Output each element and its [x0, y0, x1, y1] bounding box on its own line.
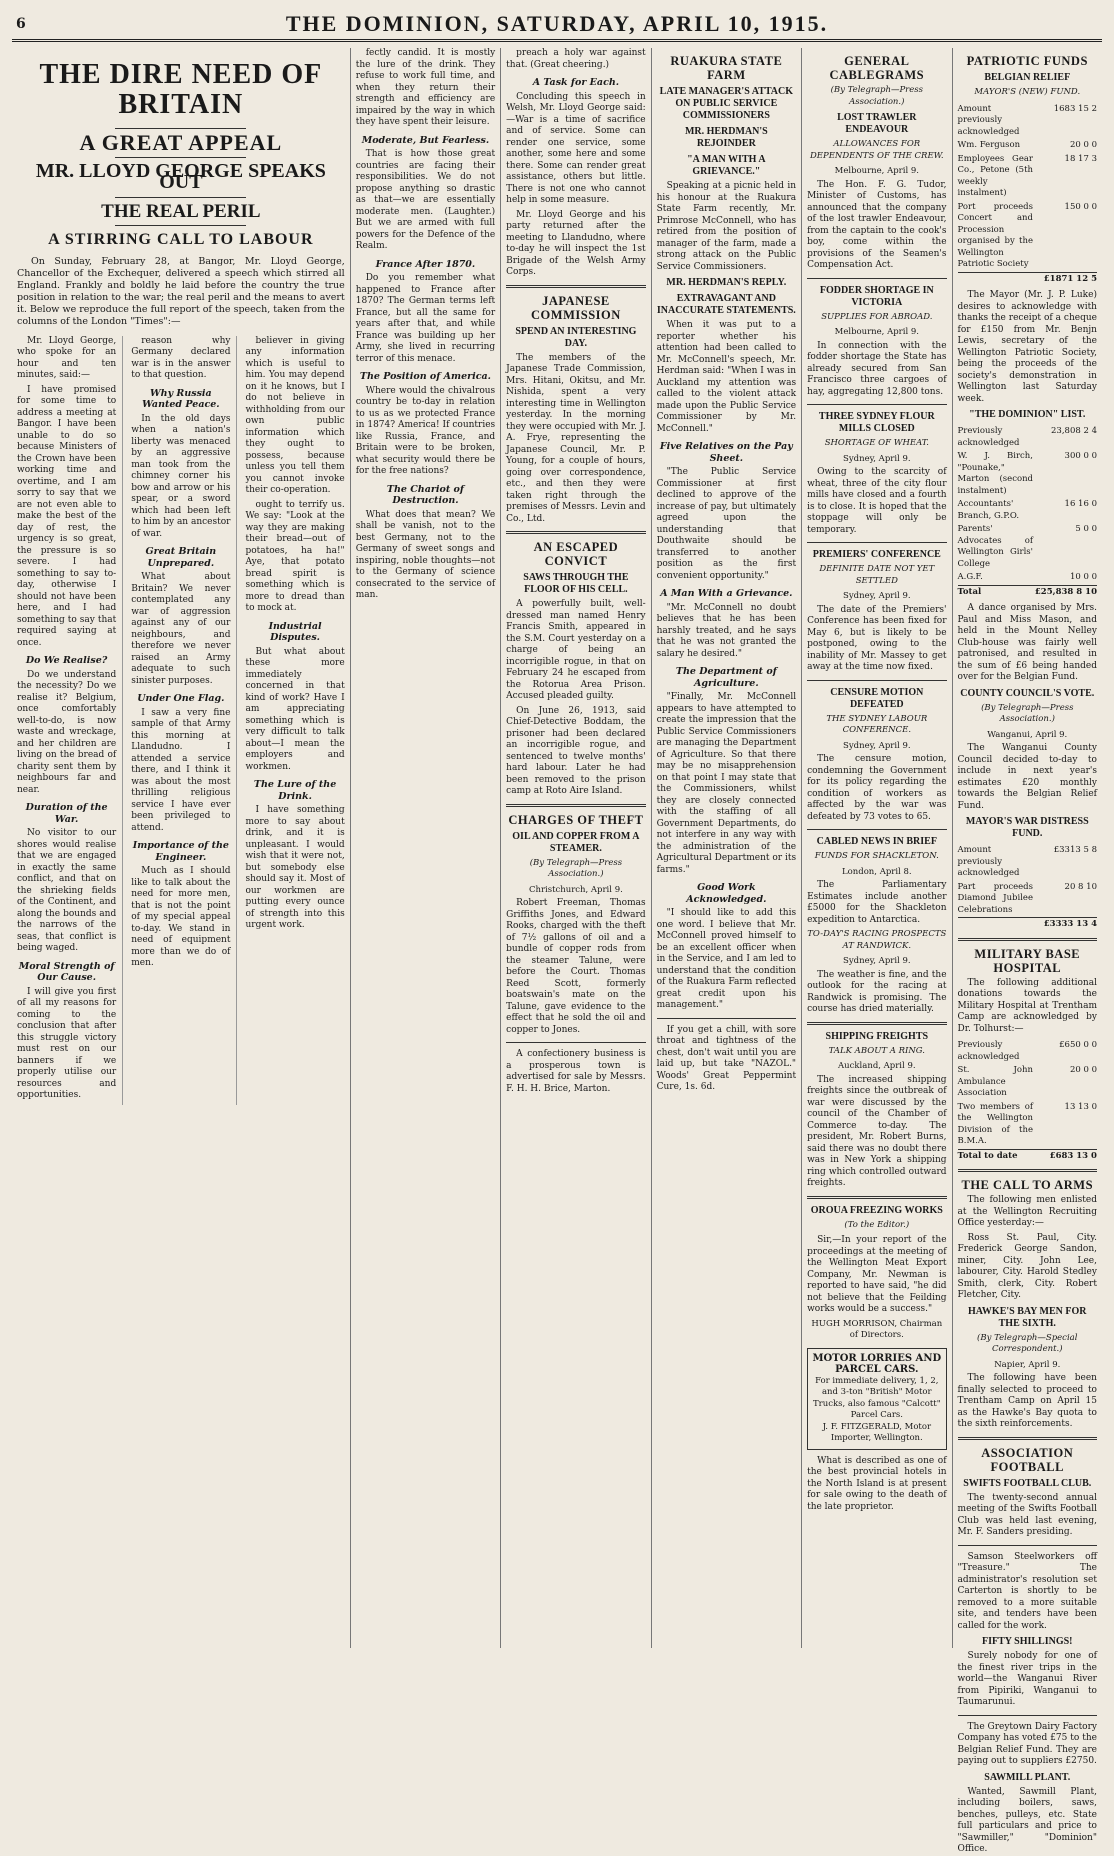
paragraph: What does that mean? We shall be vanish, not to the best Germany, not to the Germany of sweet songs and inspiring, noble thoughts—not to the Germany of science consecrated to the service of man.	[355, 509, 496, 600]
table-row	[958, 425, 1097, 450]
divider	[506, 1042, 645, 1043]
row-amount: 300 0 0	[1064, 451, 1097, 461]
section-heading: The Lure of the Drink.	[253, 779, 337, 802]
paragraph: That is how those great countries are facing their responsibilities. We do not propose anything so drastic as that—we are essentially moderate men. (Laughter.) But we are armed with full powers for the Defence of the Realm.	[355, 149, 496, 251]
cable-subheading: TALK ABOUT A RING.	[828, 1045, 925, 1056]
paragraph: Concluding this speech in Welsh, Mr. Lloyd George said:—War is a time of sacrifice and of service. Some can render one service, some another, some here and some there. Some can render great assistance, others but little. There is not one who cannot help in some measure.	[506, 91, 646, 205]
belgian-relief-table	[958, 103, 1097, 287]
cable-heading: LOST TRAWLER ENDEAVOUR	[837, 112, 917, 135]
paragraph: The censure motion, condemning the Government for its policy regarding the condition of workers as affected by the war was defeated by 73 votes to 65.	[807, 754, 947, 822]
row-amount: 16 16 0	[1064, 499, 1097, 509]
paragraph: The Hon. F. G. Tudor, Minister of Customs, has announced that the company of the lost trawler Endeavour, from the captain to the cook's boy, come within the provisions of the Seamen's Compensation Act.	[807, 179, 947, 270]
paragraph: reason why Germany declared war is in the answer to that question.	[131, 335, 231, 380]
cables-column	[802, 48, 952, 1648]
lead-sub1: A GREAT APPEAL	[79, 130, 283, 155]
paragraph: Wanted, Sawmill Plant, including boilers, saws, benches, pulleys, etc. State full particulars and price to "Sawmiller," "Dominion" Office.	[957, 1786, 1097, 1854]
signature: HUGH MORRISON, Chairman of Directors.	[811, 1318, 943, 1340]
war-distress-table	[958, 844, 1097, 932]
dominion-list-table	[958, 425, 1097, 599]
section-heading: Duration of the War.	[25, 802, 108, 825]
table-row	[958, 881, 1097, 918]
paragraph: "Mr. McConnell no doubt believes that he has been harshly treated, and he says that he was not granted the salary he desired."	[656, 602, 797, 659]
paragraph: preach a holy war against that. (Great cheering.)	[506, 48, 646, 70]
ruakura-quote: "A MAN WITH A GRIEVANCE."	[687, 154, 766, 177]
rule	[115, 128, 246, 129]
total-amount: £25,838 8 10	[1033, 585, 1097, 599]
divider	[958, 1715, 1097, 1716]
paragraph: Speaking at a picnic held in his honour at the Ruakura State Farm recently, Mr. Primrose McConnell, who has retired from the position of manager of the farm, made a strong attack on the Public Service Commissioners.	[656, 181, 797, 272]
motor-lorries-ad	[807, 1348, 946, 1450]
ad-signature: J. F. FITZGERALD, Motor Importer, Wellington.	[822, 1421, 932, 1443]
row-amount: 23,808 2 4	[1051, 426, 1097, 436]
divider	[807, 829, 946, 830]
cable-heading: THREE SYDNEY FLOUR MILLS CLOSED	[818, 411, 935, 434]
divider	[958, 1437, 1097, 1440]
paragraph: The twenty-second annual meeting of the Swifts Football Club was held last evening, Mr. F. Sanders presiding.	[957, 1492, 1097, 1537]
page-columns	[12, 48, 1102, 1854]
football-subheading: SWIFTS FOOTBALL CLUB.	[963, 1477, 1092, 1489]
lead-sub4: A STIRRING CALL TO LABOUR	[48, 231, 314, 248]
paragraph: The date of the Premiers' Conference has been fixed for May 6, but is likely to be postponed, owing to the inability of Mr. Massey to get away at the time now fixed.	[807, 604, 947, 672]
paragraph: Surely nobody for one of the finest river trips in the world—the Wanganui River from Pipiriki, Wanganui to Taumarunui.	[957, 1651, 1097, 1707]
patriotic-heading: PATRIOTIC FUNDS	[966, 54, 1088, 68]
divider	[506, 804, 645, 807]
dateline: Napier, April 9.	[994, 1359, 1061, 1370]
section-heading: Five Relatives on the Pay Sheet.	[659, 441, 793, 464]
cable-heading: SHIPPING FREIGHTS	[825, 1030, 929, 1042]
lead-sub2: MR. LLOYD GEORGE SPEAKS OUT	[35, 159, 326, 193]
row-amount: 1683 15 2	[1053, 103, 1097, 114]
advertisement: If you get a chill, with sore throat and tightness of the chest, don't wait until you are laid up, but take "NAZOL." Woods' Great Peppermint Cure, 1s. 6d.	[656, 1024, 797, 1092]
section-heading: The Position of America.	[359, 371, 491, 382]
paragraph: In connection with the fodder shortage the State has already secured from San Francisco three cargoes of hay, aggregating 12,800 tons.	[807, 340, 947, 397]
total-amount: £3333 13 4	[1033, 918, 1097, 932]
cable-heading: PREMIERS' CONFERENCE	[812, 549, 941, 560]
convict-heading: AN ESCAPED CONVICT	[533, 540, 619, 568]
fund-heading: SAWMILL PLANT.	[984, 1771, 1071, 1783]
total-label: Total to date	[958, 1149, 1033, 1163]
row-label: Employees Gear Co., Petone (5th weekly instalment)	[957, 153, 1033, 198]
fund-heading: "THE DOMINION" LIST.	[969, 409, 1086, 420]
divider	[807, 680, 946, 681]
rule	[115, 157, 246, 158]
row-amount: 20 0 0	[1069, 140, 1097, 150]
row-amount: £650 0 0	[1059, 1040, 1097, 1050]
paragraph: A powerfully built, well-dressed man named Henry Francis Smith, appeared in the S.M. Court yesterday on a charge of being an incorrigible rogue, in that on February 24 he escaped from the Rotorua Area Prison. Accused pleaded guilty.	[506, 599, 646, 701]
paragraph: What is described as one of the best provincial hotels in the North Island is at present for sale owing to the death of the late proprietor.	[807, 1455, 947, 1512]
paragraph: Sir,—In your report of the proceedings at the meeting of the Wellington Meat Export Company, Mr. Newman is reported to have said, "he did not believe that the Feilding works would be a success."	[807, 1235, 947, 1314]
paragraph: When it was put to a reporter whether his attention had been called to Mr. McConnell's speech, Mr. Herdman said: "When I was in Auckland my attention was called to the violent attack made upon the Public Service Commissioner by Mr. McConnell."	[656, 320, 797, 434]
paragraph: The following additional donations towards the Military Hospital at Trentham Camp are acknowledged by Dr. Tolhurst:—	[957, 977, 1097, 1034]
paragraph: "I should like to add this one word. I believe that Mr. McConnell proved himself to be an excellent officer when in the Service, and I am led to understand that the condition of the Ruakura Farm reflected great credit upon his management."	[656, 908, 797, 1010]
football-heading: ASSOCIATION FOOTBALL	[981, 1445, 1074, 1474]
paragraph: The increased shipping freights since the outbreak of war were discussed by the council of the Chamber of Commerce to-day. The president, Mr. Robert Burns, said there was no doubt there was in New York a shipping ring which controlled outward freights.	[807, 1074, 947, 1188]
paragraph: believer in giving any information which is useful to him. You may depend on it he knows, but I do not believe in withholding from our own public information which they ought to possess, because unless you tell them you cannot invoke their co-operation.	[245, 335, 345, 495]
table-row	[958, 571, 1097, 585]
agency-credit: (By Telegraph—Press Association.)	[830, 85, 923, 107]
ruakura-sub2: MR. HERDMAN'S REJOINDER	[684, 126, 768, 149]
ad-heading: MOTOR LORRIES AND PARCEL CARS.	[812, 1352, 942, 1375]
japanese-heading: JAPANESE COMMISSION	[531, 293, 621, 322]
lead-headline: THE DIRE NEED OF BRITAIN	[39, 59, 323, 120]
table-row	[958, 153, 1097, 201]
section-heading: Great Britain Unprepared.	[145, 546, 217, 569]
paragraph: But what about these more immediately concerned in that kind of work? Have I am appreciating something which is very difficult to talk about—I mean the employers and workmen.	[245, 646, 345, 772]
divider	[807, 404, 946, 405]
agency-credit: (By Telegraph—Press Association.)	[981, 702, 1074, 724]
row-label: Wm. Ferguson	[957, 140, 1021, 150]
paragraph: fectly candid. It is mostly the lure of the drink. They refuse to work full time, and when they return their strength and efficiency are impaired by the way in which they have spent their leisure.	[355, 48, 496, 127]
dateline: Auckland, April 9.	[838, 1061, 916, 1071]
convict-subheading: SAWS THROUGH THE FLOOR OF HIS CELL.	[523, 572, 629, 595]
total-amount: £1871 12 5	[1033, 272, 1097, 286]
section-heading: Why Russia Wanted Peace.	[142, 387, 220, 410]
ruakura-sub4: EXTRAVAGANT AND INACCURATE STATEMENTS.	[656, 293, 796, 316]
table-row	[958, 201, 1097, 273]
paragraph: ought to terrify us. We say: "Look at the way they are making their bread—out of potatoes, ha ha!" Aye, that potato bread spirit is something which is more to dread than to mock at.	[245, 499, 345, 613]
divider	[958, 1169, 1097, 1172]
cable-subheading: FUNDS FOR SHACKLETON.	[814, 851, 939, 861]
row-label: W. J. Birch, "Pounake," Marton (second instalment)	[957, 451, 1033, 496]
row-label: Amount previously acknowledged	[957, 103, 1020, 137]
cable-heading: OROUA FREEZING WORKS	[810, 1204, 943, 1216]
paragraph: The members of the Japanese Trade Commission, Mrs. Hitani, Okitsu, and Mr. Nishida, spent a very interesting time in Wellington yesterday. In the morning they were occupied with Mr. J. A. Frye, representing the Japanese Council, Mr. P. Young, for a couple of hours, going over correspondence, etc., and then they were taken right through the premises of Messrs. Levin and Co., Ltd.	[506, 352, 646, 524]
lead-intro: On Sunday, February 28, at Bangor, Mr. Lloyd George, Chancellor of the Exchequer, delivered a speech which stirred all England. Frankly and boldly he laid before the country the true position in relation to the war; the real peril and the means to avert it. Below we reproduce the full report of the speech, taken from the columns of the London "Times":—	[17, 255, 345, 327]
page-number: 6	[16, 15, 26, 32]
table-row	[958, 103, 1097, 140]
divider	[807, 278, 946, 279]
cable-subheading: THE SYDNEY LABOUR CONFERENCE.	[826, 713, 928, 735]
row-amount: 13 13 0	[1064, 1101, 1097, 1112]
rule	[115, 225, 246, 226]
paragraph: Where would the chivalrous country be to-day in relation to us as we protected France in 1874? America! If countries like Russia, France, and Britain were to be broken, what security would there be for the free nations?	[355, 385, 496, 476]
fund-subheading: MAYOR'S (NEW) FUND.	[974, 87, 1081, 97]
paragraph: Robert Freeman, Thomas Griffiths Jones, and Edward Rooks, charged with the theft of 7½ gallons of oil and a bundle of copper rods from the steamer Talune, were before the Court. Thomas Reed Scott, formerly boatswain's mate on the Talune, gave evidence to the effect that he sold the oil and copper to Jones.	[506, 898, 646, 1035]
section-heading: A Task for Each.	[532, 77, 620, 88]
paragraph: The Greytown Dairy Factory Company has voted £75 to the Belgian Relief Fund. They are paying out to suppliers £2750.	[957, 1721, 1097, 1766]
total-row	[958, 1149, 1097, 1163]
total-row	[958, 585, 1097, 599]
japanese-subheading: SPEND AN INTERESTING DAY.	[515, 325, 637, 349]
dateline: Sydney, April 9.	[843, 740, 911, 751]
paragraph: I saw a very fine sample of that Army this morning at Llandudno. I attended a service there, and I think it was about the most thrilling religious service I have ever been privileged to attend.	[131, 707, 231, 833]
lead-sub3: THE REAL PERIL	[101, 200, 261, 222]
cable-subheading: (To the Editor.)	[844, 1219, 910, 1230]
section-heading: Moral Strength of Our Cause.	[18, 960, 115, 983]
cable-heading: CENSURE MOTION DEFEATED	[830, 686, 924, 710]
paragraph: No visitor to our shores would realise that we are engaged in exactly the same conflict, and that on the shrieking fields of the Continent, and along the bounds and the narrows of the seas, that conflict is being waged.	[17, 828, 117, 953]
paragraph: Mr. Lloyd George, who spoke for an hour and ten minutes, said:—	[17, 335, 117, 380]
table-row	[958, 139, 1097, 153]
row-amount: 20 8 10	[1064, 881, 1097, 892]
patriotic-column	[953, 48, 1102, 1854]
section-heading: A Man With a Grievance.	[660, 588, 793, 599]
paragraph: Do you remember what happened to France after 1870? The German terms left France, but all the same for years after that, and while France was building up her Army, she lived in recurring terror of this menace.	[355, 273, 496, 364]
lead-continuation	[351, 48, 501, 1648]
cable-heading: CABLED NEWS IN BRIEF	[816, 836, 937, 847]
ruakura-heading: RUAKURA STATE FARM	[670, 54, 783, 82]
row-label: Accountants' Branch, G.P.O.	[957, 499, 1020, 521]
row-label: A.G.F.	[957, 572, 983, 582]
ad-body: For immediate delivery, 1, 2, and 3-ton "British" Motor Trucks, also famous "Calcott" Parcel Cars.	[813, 1375, 941, 1420]
cables-heading: GENERAL CABLEGRAMS	[829, 54, 925, 82]
agency-credit: (By Telegraph—Press Association.)	[529, 857, 623, 879]
dateline: Wanganui, April 9.	[987, 729, 1068, 740]
table-row	[958, 450, 1097, 498]
table-row	[958, 1039, 1097, 1064]
masthead	[12, 8, 1102, 42]
hospital-table	[958, 1039, 1097, 1163]
paragraph: The Mayor (Mr. J. P. Luke) desires to acknowledge with thanks the receipt of a cheque for £150 from Mr. Benjn Lewis, secretary of the Wellington Patriotic Society, being the proceeds of the society's demonstration in Wellington last Saturday week.	[957, 290, 1097, 404]
paragraph: Do we understand the necessity? Do we realise it? Belgium, once comfortably well-to-do, is now waste and wreckage, and her children are living on the bread of charity sent them by neighbours far and near.	[17, 669, 117, 795]
paragraph: I have promised for some time to address a meeting at Bangor. I have been unable to do so because Ministers of the Crown have been working time and overtime, and I am sorry to say that we are not even able to make the best of the day of rest, the urgency is so great, the pressure is so severe. I had something to say to-day, otherwise I should not have been here, and I had something to say that required saying at once.	[17, 384, 117, 648]
divider	[657, 1018, 796, 1019]
paragraph: I will give you first of all my reasons for coming to the conclusion that after this struggle victory must rest on our banners if we properly utilise our resources and opportunities.	[17, 986, 117, 1100]
fund-heading: MAYOR'S WAR DISTRESS FUND.	[965, 816, 1089, 839]
paragraph: The Parliamentary Estimates include another £5000 for the Shackleton expedition to Antarctica.	[807, 880, 947, 925]
theft-heading: CHARGES OF THEFT	[508, 812, 644, 827]
paragraph: "The Public Service Commissioner at first declined to approve of the increase of pay, but ultimately agreed upon the understanding that Douthwaite should be transferred to another position as the first convenient opportunity."	[656, 467, 797, 581]
paragraph: The Wanganui County Council decided to-day to include in next year's estimates £20 monthly towards the Belgian Relief Fund.	[957, 743, 1097, 811]
row-label: Previously acknowledged	[957, 1040, 1020, 1062]
divider	[506, 531, 645, 534]
section-heading: Good Work Acknowledged.	[686, 882, 767, 905]
ruakura-column	[652, 48, 802, 1648]
table-row	[958, 1064, 1097, 1101]
cable-subheading: TO-DAY'S RACING PROSPECTS AT RANDWICK.	[807, 929, 947, 951]
dateline: Sydney, April 9.	[843, 453, 911, 464]
rule	[115, 197, 246, 198]
lead-article	[12, 48, 351, 1648]
section-heading: The Chariot of Destruction.	[386, 483, 464, 506]
dateline: Melbourne, April 9.	[834, 327, 919, 337]
call-to-arms-heading: THE CALL TO ARMS	[961, 1178, 1094, 1192]
fund-heading: COUNTY COUNCIL'S VOTE.	[960, 687, 1095, 699]
paragraph: Owing to the scarcity of wheat, three of the city flour mills have closed and a fourth is to close. It is hoped that the stoppage will only be temporary.	[807, 467, 947, 535]
divider	[807, 1022, 946, 1025]
cable-subheading: SHORTAGE OF WHEAT.	[824, 438, 929, 448]
paragraph: What about Britain? We never contemplated any war of aggression against any of our neighbours, and therefore we never raised an Army adequate to such sinister purposes.	[131, 572, 231, 686]
row-label: St. John Ambulance Association	[957, 1065, 1033, 1098]
paragraph: The following men enlisted at the Wellington Recruiting Office yesterday:—	[957, 1195, 1097, 1228]
section-heading: Importance of the Engineer.	[132, 840, 229, 863]
total-label	[958, 918, 1033, 932]
hospital-heading: MILITARY BASE HOSPITAL	[974, 946, 1081, 975]
row-label: Port proceeds Concert and Procession organised by the Wellington Patriotic Society	[957, 201, 1033, 269]
paragraph: Samson Steelworkers off "Treasure." The administrator's resolution set Carterton is shortly to be removed to a more suitable site, and tenders have been called for the work.	[957, 1551, 1097, 1631]
divider	[807, 1196, 946, 1199]
row-amount: 18 17 3	[1064, 153, 1097, 164]
lead-body-col3	[245, 336, 344, 1105]
total-amount: £683 13 0	[1033, 1149, 1097, 1163]
lead-body	[17, 336, 345, 1105]
dateline: Melbourne, April 9.	[834, 166, 919, 176]
cable-subheading: SUPPLIES FOR ABROAD.	[821, 311, 933, 322]
paragraph: Ross St. Paul, City. Frederick George Sandon, miner, City. John Lee, labourer, City. Harold Stedley Smith, clerk, City. Robert Fletcher, City.	[957, 1232, 1097, 1300]
paragraph: The following have been finally selected to proceed to Trentham Camp on April 15 as the Hawke's Bay quota to the sixth reinforcements.	[957, 1373, 1097, 1429]
news-column-a	[501, 48, 651, 1648]
table-row	[958, 523, 1097, 571]
dateline: Christchurch, April 9.	[528, 884, 623, 895]
dateline: Sydney, April 9.	[843, 591, 911, 601]
paragraph: Mr. Lloyd George and his party returned after the meeting to Llandudno, where to-day he will inspect the 1st Brigade of the Welsh Army Corps.	[506, 209, 646, 277]
divider	[958, 938, 1097, 941]
row-label: Parents' Advocates of Wellington Girls' College	[957, 524, 1033, 569]
row-amount: 5 0 0	[1075, 524, 1097, 534]
divider	[807, 542, 946, 543]
paragraph: A confectionery business is a prosperous town is advertised for sale by Messrs. F. H. H. Brice, Marton.	[506, 1049, 646, 1094]
table-row	[958, 498, 1097, 523]
total-label: Total	[958, 585, 1033, 599]
row-amount: 150 0 0	[1064, 201, 1097, 212]
dateline: London, April 8.	[842, 866, 912, 877]
ruakura-subheading: LATE MANAGER'S ATTACK ON PUBLIC SERVICE COMMISSIONERS	[659, 86, 794, 121]
section-heading: Industrial Disputes.	[268, 620, 322, 643]
total-row	[958, 272, 1097, 286]
lead-body-col2	[131, 336, 237, 1105]
row-label: Previously acknowledged	[957, 426, 1020, 448]
section-heading: France After 1870.	[375, 258, 476, 270]
lead-body-col1	[17, 336, 123, 1105]
paragraph: In the old days when a nation's liberty was menaced by an aggressive man took from the chimney corner his bow and arrow or his spear, or a sword which had been left to him by an ancestor of war.	[131, 413, 231, 539]
paragraph: "Finally, Mr. McConnell appears to have attempted to create the impression that the Public Service Commissioners are managing the Department of Agriculture. So that there may be no misapprehension on that point I may state that the Commissioners, whilst they are closely connected with the staffing of all Government Departments, do not interfere in any way with the administration of the Agricultural Department or its farms."	[656, 692, 797, 875]
table-row	[958, 844, 1097, 881]
theft-subheading: OIL AND COPPER FROM A STEAMER.	[512, 830, 640, 854]
section-heading: Moderate, But Fearless.	[361, 134, 490, 146]
row-amount: £3313 5 8	[1053, 845, 1097, 855]
fund-heading: HAWKE'S BAY MEN FOR THE SIXTH.	[968, 1305, 1087, 1329]
row-label: Amount previously acknowledged	[957, 845, 1020, 878]
table-row	[958, 1101, 1097, 1150]
total-row	[958, 918, 1097, 932]
section-heading: Do We Realise?	[25, 655, 108, 666]
cable-subheading: DEFINITE DATE NOT YET SETTLED	[819, 564, 935, 586]
fund-heading: BELGIAN RELIEF	[984, 72, 1071, 83]
masthead-title: THE DOMINION, SATURDAY, APRIL 10, 1915.	[285, 10, 829, 36]
cable-subheading: ALLOWANCES FOR DEPENDENTS OF THE CREW.	[809, 139, 944, 161]
section-heading: The Department of Agriculture.	[675, 666, 777, 689]
cable-heading: FODDER SHORTAGE IN VICTORIA	[819, 284, 934, 308]
dateline: Sydney, April 9.	[843, 956, 911, 966]
paragraph: A dance organised by Mrs. Paul and Miss Mason, and held in the Mount Nelley Club-house was fairly well patronised, and resulted in the sum of £6 being handed over for the Belgian Fund.	[957, 603, 1097, 682]
row-amount: 10 0 0	[1069, 572, 1097, 582]
paragraph: Much as I should like to talk about the need for more men, that is not the point of my special appeal to-day. We stand in need of equipment more than we do of men.	[131, 866, 231, 968]
row-label: Part proceeds Diamond Jubilee Celebrations	[957, 881, 1033, 915]
row-amount: 20 0 0	[1069, 1065, 1097, 1075]
divider	[958, 1545, 1097, 1546]
fund-heading: FIFTY SHILLINGS!	[982, 1636, 1073, 1647]
paragraph: On June 26, 1913, said Chief-Detective Boddam, the prisoner had been declared an incorrigible rogue, and sentenced to twelve months' hard labour. Later he had been removed to the prison camp at Roto Aire Island.	[506, 705, 646, 796]
agency-credit: (By Telegraph—Special Correspondent.)	[977, 1332, 1078, 1354]
section-heading: Under One Flag.	[137, 693, 225, 704]
paragraph: The weather is fine, and the outlook for the racing at Randwick is promising. The course has dried materially.	[807, 969, 947, 1014]
paragraph: I have something more to say about drink, and it is unpleasant. I would wish that it were not, but somebody else should say it. Most of our workmen are putting every ounce of strength into this urgent work.	[245, 805, 345, 930]
ruakura-sub3: MR. HERDMAN'S REPLY.	[666, 277, 787, 288]
divider	[506, 285, 645, 288]
row-label: Two members of the Wellington Division of the B.M.A.	[957, 1101, 1033, 1146]
total-label	[958, 272, 1033, 286]
